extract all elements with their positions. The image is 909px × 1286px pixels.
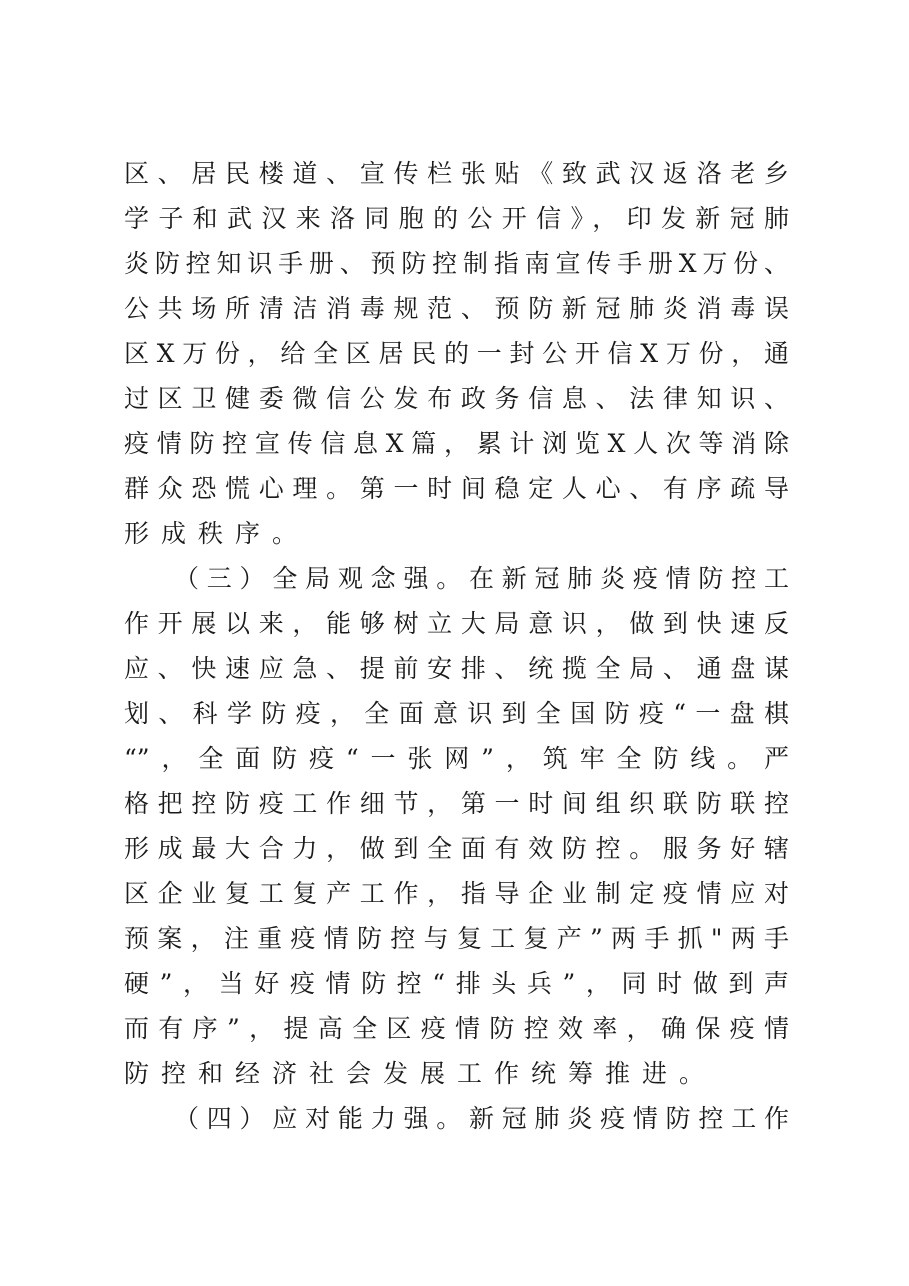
section-heading-line: （三）全局观念强。在新冠肺炎疫情防控工 bbox=[174, 564, 789, 593]
text-line: 硬”，当好疫情防控“排头兵”，同时做到声 bbox=[124, 969, 789, 998]
text-line: 过区卫健委微信公发布政务信息、法律知识、 bbox=[124, 384, 789, 413]
text-line: 划、科学防疫，全面意识到全国防疫“一盘棋 bbox=[124, 699, 789, 728]
text-line: 作开展以来，能够树立大局意识，做到快速反 bbox=[124, 609, 789, 638]
text-line: 公共场所清洁消毒规范、预防新冠肺炎消毒误 bbox=[124, 294, 789, 323]
text-line: 形成最大合力，做到全面有效防控。服务好辖 bbox=[124, 834, 789, 863]
text-line: 防控和经济社会发展工作统筹推进。 bbox=[124, 1059, 717, 1088]
text-line: 应、快速应急、提前安排、统揽全局、通盘谋 bbox=[124, 654, 789, 683]
text-line: 格把控防疫工作细节，第一时间组织联防联控 bbox=[124, 789, 789, 818]
text-line: 区企业复工复产工作，指导企业制定疫情应对 bbox=[124, 879, 789, 908]
text-line: 而有序”，提高全区疫情防控效率，确保疫情 bbox=[124, 1014, 789, 1043]
text-line: 预案，注重疫情防控与复工复产”两手抓"两手 bbox=[124, 924, 789, 953]
text-line: 炎防控知识手册、预防控制指南宣传手册X万份、 bbox=[124, 249, 789, 278]
text-line: 区X万份，给全区居民的一封公开信X万份，通 bbox=[124, 339, 789, 368]
text-line: 疫情防控宣传信息X篇，累计浏览X人次等消除 bbox=[124, 429, 789, 458]
text-line: 区、居民楼道、宣传栏张贴《致武汉返洛老乡 bbox=[124, 159, 789, 188]
text-line: “”，全面防疫“一张网”，筑牢全防线。严 bbox=[124, 744, 789, 773]
text-line: 学子和武汉来洛同胞的公开信》，印发新冠肺 bbox=[124, 204, 789, 233]
text-line: 形成秩序。 bbox=[124, 519, 310, 548]
section-heading-line: （四）应对能力强。新冠肺炎疫情防控工作 bbox=[174, 1104, 789, 1133]
text-line: 群众恐慌心理。第一时间稳定人心、有序疏导 bbox=[124, 474, 789, 503]
